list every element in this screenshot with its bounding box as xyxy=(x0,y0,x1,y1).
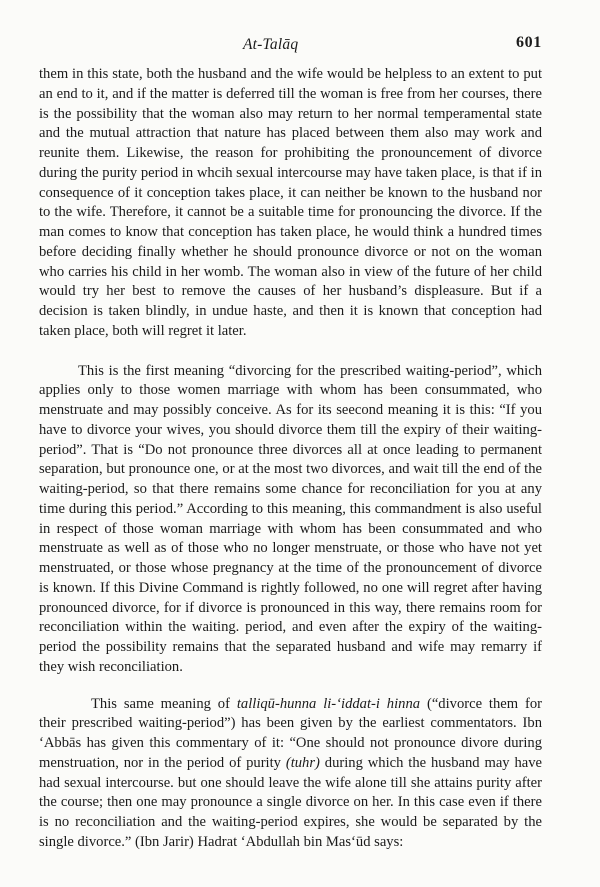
body-text xyxy=(39,65,542,853)
paragraph-3-gloss: (“divorce them for their prescribed waiting-period”) has been given by the earliest commentators. Ibn ‘Abbās has given this commentary of it: “One should not pronounce divore during menstruation, nor in the period of purity xyxy=(39,695,542,771)
paragraph-2: This is the first meaning “divorcing for the prescribed waiting-period”, which applies only to those women marriage with whom has been consummated, who menstruate and may possibly conceive. As for its seecond meaning it is this: “If you have to divorce your wives, you should divorce them till the expiry of their waiting-period”. That is “Do not pronounce three divorces all at once leading to permanent separation, but pronounce one, or at the most two divorces, and wait till the end of the waiting-period, so that there remains some chance for reconciliation for you at any time during this period.” According to this meaning, this commandment is also useful in respect of those woman marriage with whom has been consummated and who menstruate as well as of those who no longer menstruate, or those who have not yet menstruated, or those whose pregnancy at the time of the pronouncement of divorce is known. If this Divine Command is rightly followed, no one will regret after having pronounced divorce, for if divorce is pronounced in this way, there remains room for reconciliation within the waiting. period, and even after the expiry of the waiting-period the possibility remains that the separated husband and wife may remarry if they wish reconciliation. xyxy=(39,362,542,675)
running-title: At-Talāq xyxy=(243,36,299,53)
paragraph-3-rest: during which the husband may have had sexual intercourse. but one should leave the wife alone till she attains purity after the course; then one may pronounce a single divorce on her. In this case even if there is no reconciliation and the waiting-period expires, she would be separated by the single divorce.” (Ibn Jarir) Hadrat ‘Abdullah bin Mas‘ūd says: xyxy=(39,754,543,850)
paragraph-3-lead: This same meaning of xyxy=(91,695,230,712)
paragraph-1: them in this state, both the husband and the wife would be helpless to an extent to put an end to it, and if the matter is deferred till the woman is free from her courses, there is the possibility that the woman also may return to her normal temperamental state and the mutual attraction that nature has placed between them also may work and reunite them. Likewise, the reason for prohibiting the pronouncement of divorce during the purity period in whcih sexual intercourse may have taken place, is that if in consequence of it conception takes place, it can neither be known to the husband nor to the wife. Therefore, it cannot be a suitable time for pronouncing the divorce. If the man comes to know that conception has taken place, he would think a hundred times before deciding finally whether he should pronounce divorce or not on the woman who carries his child in her womb. The woman also in view of the future of her child would try her best to remove the causes of her husband’s displeasure. But if a decision is taken blindly, in undue haste, and then it is known that conception had taken place, both will regret it later. xyxy=(39,66,542,339)
page-number: 601 xyxy=(516,34,542,51)
transliteration: talliqū-hunna li-‘iddat-i hinna xyxy=(236,695,421,712)
paragraph-3 xyxy=(39,695,542,853)
tuhr-term: (tuhr) xyxy=(285,754,320,771)
